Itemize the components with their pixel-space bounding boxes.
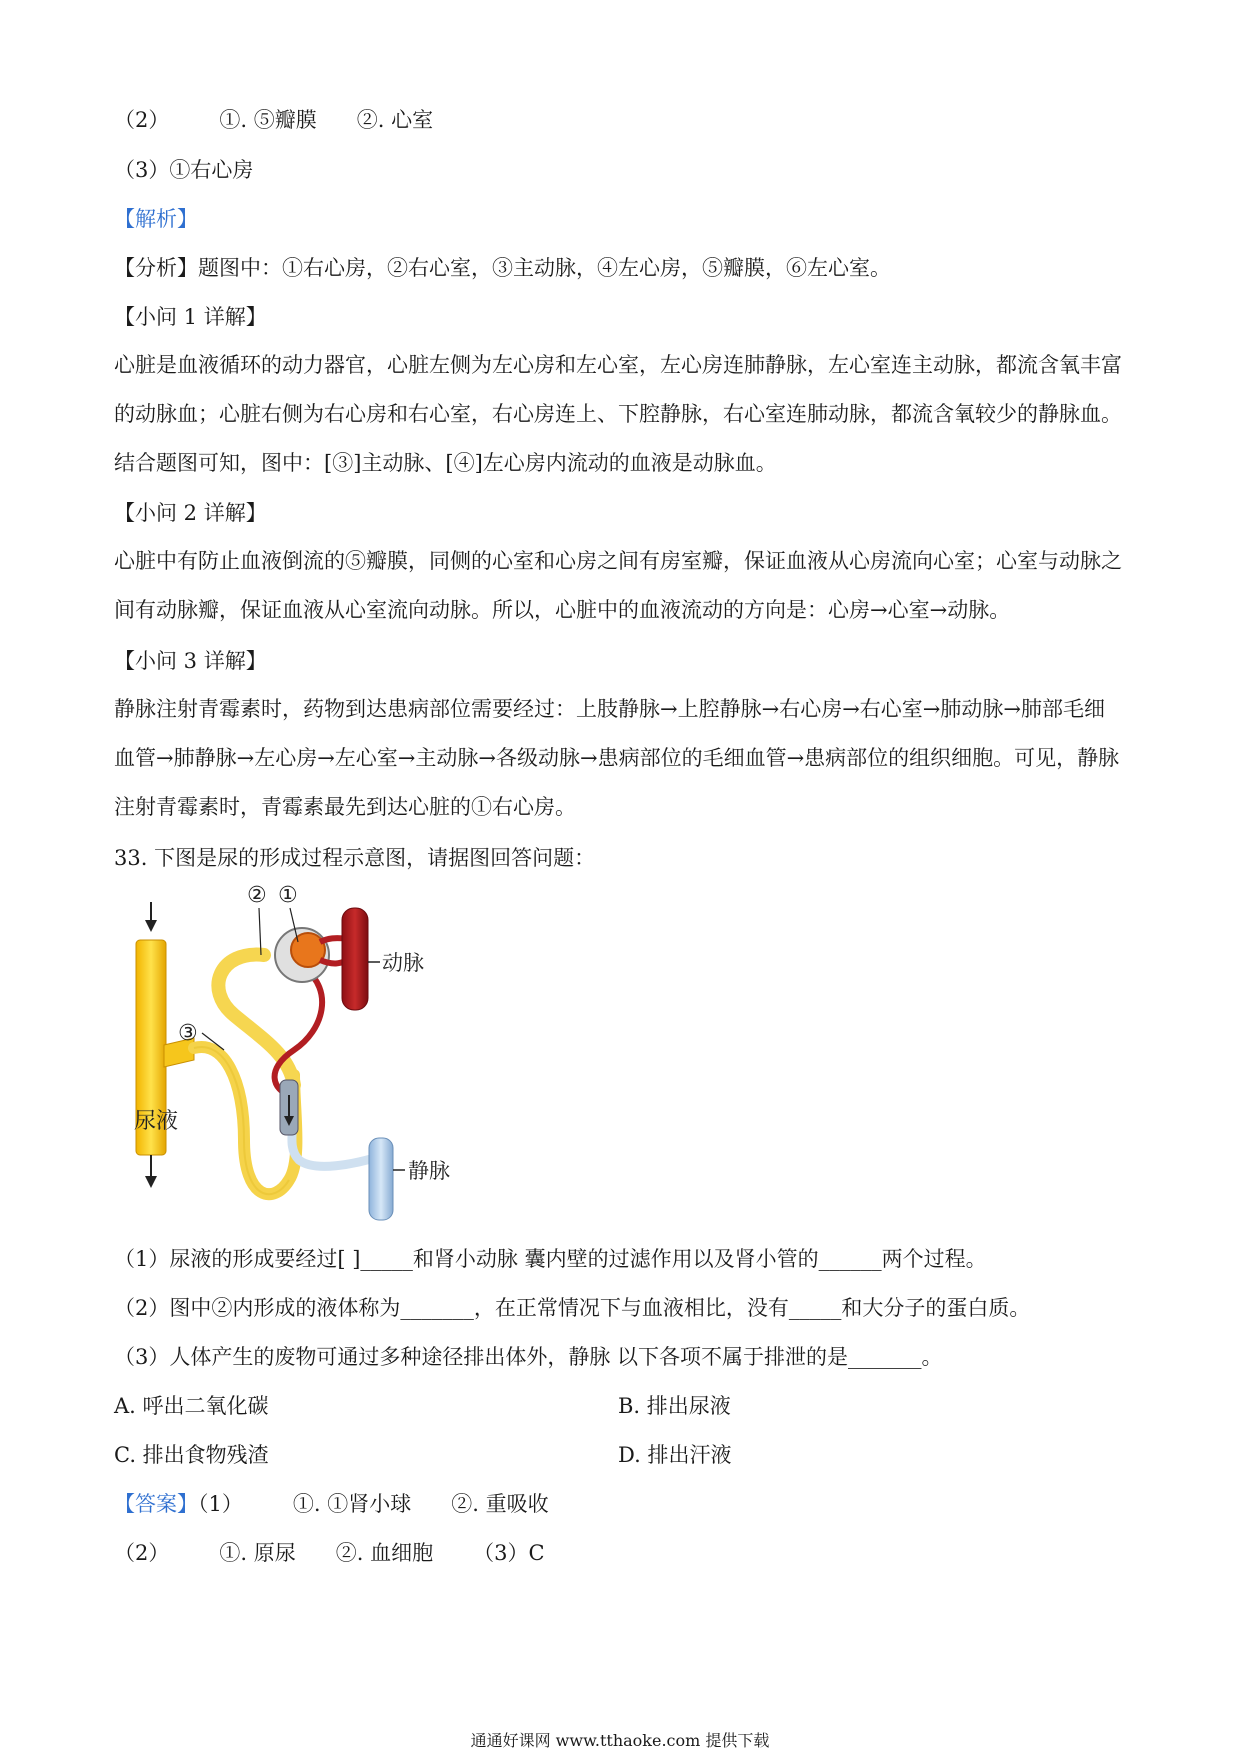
page-footer: 通通好课网 www.tthaoke.com 提供下载 [470,1731,770,1750]
q33-sub1: （1）尿液的形成要经过[ ]_____和肾小动脉 囊内壁的过滤作用以及肾小管的______两个过程。 [114,1247,987,1271]
answer-q1 [114,1490,549,1518]
q33-sub3: （3）人体产生的废物可通过多种途径排出体外，静脉 以下各项不属于排泄的是_______。 [114,1345,943,1369]
sub1-header: 【小问 1 详解】 [114,305,267,329]
sub1-text: 心脏是血液循环的动力器官，心脏左侧为左心房和左心室，左心房连肺静脉，左心室连主动脉，都流含氧丰富的动脉血；心脏右侧为右心房和右心室，右心房连上、下腔静脉，右心室连肺动脉，都流含氧较少的静脉血。结合题图可知，图中：[③]主动脉、[④]左心房内流动的血液是动脉血。 [114,353,1122,475]
sub2-header: 【小问 2 详解】 [114,501,267,525]
sub3-header: 【小问 3 详解】 [114,649,267,673]
vein-vessel [369,1138,393,1220]
q33-sub2: （2）图中②内形成的液体称为_______，在正常情况下与血液相比，没有_____和大分子的蛋白质。 [114,1296,1031,1320]
analysis-text: 题图中：①右心房，②右心室，③主动脉，④左心房，⑤瓣膜，⑥左心室。 [198,256,891,280]
option-d: D. 排出汗液 [618,1443,732,1467]
explanation-header: 【解析】 [114,207,198,231]
answer-q1-label: （1） [198,1492,243,1516]
label-artery: 动脉 [382,952,424,975]
prev-answer-q3: （3）①右心房 [114,158,254,182]
sub3-text: 静脉注射青霉素时，药物到达患病部位需要经过：上肢静脉→上腔静脉→右心房→右心室→肺动脉→肺部毛细血管→肺静脉→左心房→左心室→主动脉→各级动脉→患病部位的毛细血管→患病部位的组织细胞。可见，静脉注射青霉素时，青霉素最先到达心脏的①右心房。 [114,697,1120,819]
prev-q2-answer-1: ①. ⑤瓣膜 [219,108,317,132]
analysis-tag: 【分析】 [114,256,198,280]
answer-tag: 【答案】 [114,1492,198,1516]
analysis-line [114,254,891,282]
answer-q2-label: （2） [114,1541,170,1565]
q33-stem: 33. 下图是尿的形成过程示意图，请据图回答问题： [114,846,596,870]
label-urine: 尿液 [134,1108,179,1133]
prev-q2-label: （2） [114,108,170,132]
answer-q1-a1: ①. ①肾小球 [292,1492,412,1516]
label-num-2: ② [247,883,267,908]
answer-q2-q3 [114,1539,545,1567]
artery-vessel [342,908,368,1010]
arrow-down-top-icon [145,902,157,932]
arrow-down-bottom-icon [145,1155,157,1188]
option-a: A. 呼出二氧化碳 [114,1394,269,1418]
sub2-text: 心脏中有防止血液倒流的⑤瓣膜，同侧的心室和心房之间有房室瓣，保证血液从心房流向心室；心室与动脉之间有动脉瓣，保证血液从心室流向动脉。所以，心脏中的血液流动的方向是：心房→心室→动脉。 [114,549,1122,622]
nephron-diagram [124,880,524,1230]
option-c: C. 排出食物残渣 [114,1443,269,1467]
answer-q2-a2: ②. 血细胞 [335,1541,434,1565]
answer-q3: （3）C [473,1541,545,1565]
answer-q2-a1: ①. 原尿 [219,1541,296,1565]
prev-q2-answer-2: ②. 心室 [356,108,434,132]
option-b: B. 排出尿液 [618,1394,731,1418]
prev-answer-q2 [114,106,433,134]
answer-q1-a2: ②. 重吸收 [451,1492,549,1516]
label-num-1: ① [278,883,298,908]
label-num-3: ③ [178,1021,198,1046]
label-vein: 静脉 [408,1160,450,1183]
